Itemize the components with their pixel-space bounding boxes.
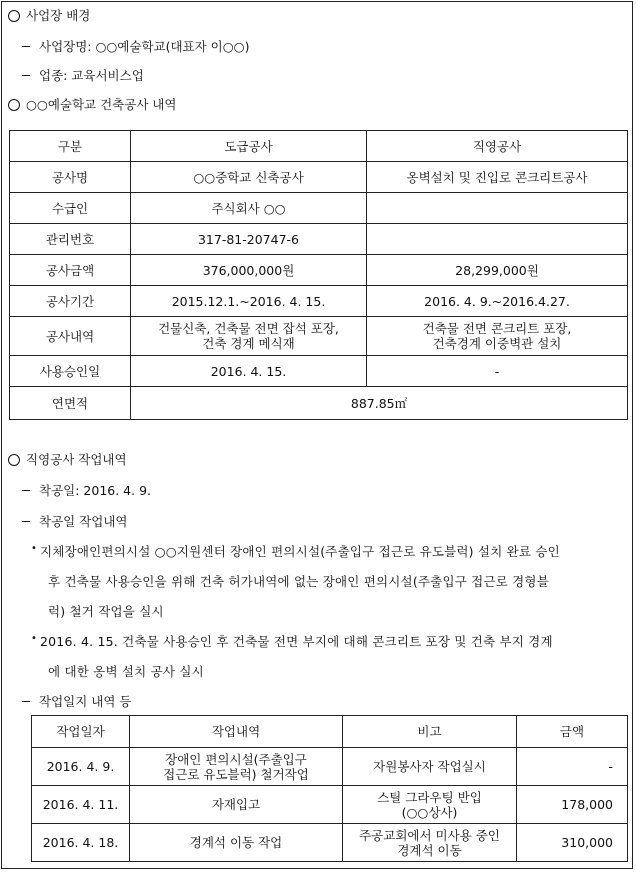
circle-bullet-icon	[8, 10, 20, 22]
row-label: 공사금액	[10, 255, 131, 286]
section-heading-direct-work: 직영공사 작업내역	[8, 450, 127, 468]
table-cell: 887.85㎡	[131, 387, 628, 420]
table-row	[32, 824, 628, 862]
date-cell: 2016. 4. 18.	[32, 824, 130, 862]
table-header-row	[10, 131, 628, 162]
table-cell: 주식회사 ○○	[131, 193, 367, 224]
work-cell: 자재입고	[130, 786, 343, 824]
table-row	[10, 193, 628, 224]
table-row	[10, 255, 628, 286]
row-label: 사용승인일	[10, 356, 131, 387]
table-row	[10, 162, 628, 193]
table-cell: 2015.12.1.~2016. 4. 15.	[131, 286, 367, 317]
date-cell: 2016. 4. 11.	[32, 786, 130, 824]
row-label: 공사내역	[10, 317, 131, 356]
table-row	[10, 224, 628, 255]
table-cell: 2016. 4. 15.	[131, 356, 367, 387]
dot-bullet-icon: •	[31, 543, 37, 554]
header-cell: 도급공사	[131, 131, 367, 162]
table-cell: 28,299,000원	[367, 255, 628, 286]
row-label: 연면적	[10, 387, 131, 420]
table-cell: 건축물 전면 콘크리트 포장, 건축경계 이중벽관 설치	[367, 317, 628, 356]
header-cell: 직영공사	[367, 131, 628, 162]
table-row	[10, 356, 628, 387]
dash-bullet-icon	[22, 701, 30, 702]
table-header-row	[32, 716, 628, 748]
header-cell: 작업일자	[32, 716, 130, 748]
table-cell	[367, 193, 628, 224]
table-cell: 2016. 4. 9.~2016.4.27.	[367, 286, 628, 317]
dash-bullet-icon	[22, 521, 30, 522]
row-label: 공사기간	[10, 286, 131, 317]
industry-line: 업종: 교육서비스업	[22, 66, 144, 84]
dash-bullet-icon	[22, 46, 30, 47]
note-cell: 스틸 그라우팅 반입 (○○상사)	[343, 786, 517, 824]
table-cell: 건물신축, 건축물 전면 잡석 포장, 건축 경계 메식재	[131, 317, 367, 356]
note-cell: 주공교회에서 미사용 중인 경계석 이동	[343, 824, 517, 862]
row-label: 관리번호	[10, 224, 131, 255]
table-row	[10, 317, 628, 356]
table-row	[10, 286, 628, 317]
work-cell: 장애인 편의시설(주출입구 접근로 유도블럭) 철거작업	[130, 748, 343, 786]
dot-bullet-icon: •	[31, 633, 37, 644]
table-cell	[367, 224, 628, 255]
header-cell: 구분	[10, 131, 131, 162]
work-log-heading-line: 작업일지 내역 등	[22, 692, 131, 710]
table-cell: 317-81-20747-6	[131, 224, 367, 255]
amount-cell: 310,000	[517, 824, 628, 862]
section-heading-background: 사업장 배경	[8, 6, 90, 24]
work-log-table	[31, 715, 628, 862]
dash-bullet-icon	[22, 75, 30, 76]
circle-bullet-icon	[8, 99, 20, 111]
note-cell: 자원봉사자 작업실시	[343, 748, 517, 786]
table-cell: 376,000,000원	[131, 255, 367, 286]
work-heading-line: 착공일 작업내역	[22, 512, 128, 530]
date-cell: 2016. 4. 9.	[32, 748, 130, 786]
row-label: 수급인	[10, 193, 131, 224]
row-label: 공사명	[10, 162, 131, 193]
table-row	[10, 387, 628, 420]
table-cell: 옹벽설치 및 진입로 콘크리트공사	[367, 162, 628, 193]
dash-bullet-icon	[22, 490, 30, 491]
construction-table	[9, 130, 628, 420]
table-row	[32, 786, 628, 824]
amount-cell: 178,000	[517, 786, 628, 824]
amount-cell: -	[517, 748, 628, 786]
work-cell: 경계석 이동 작업	[130, 824, 343, 862]
header-cell: 금액	[517, 716, 628, 748]
header-cell: 비고	[343, 716, 517, 748]
circle-bullet-icon	[8, 454, 20, 466]
header-cell: 작업내역	[130, 716, 343, 748]
business-name-line: 사업장명: ○○예술학교(대표자 이○○)	[22, 37, 249, 55]
start-date-line: 착공일: 2016. 4. 9.	[22, 481, 151, 499]
section-heading-construction: ○○예술학교 건축공사 내역	[8, 95, 177, 113]
table-row	[32, 748, 628, 786]
table-cell: ○○중학교 신축공사	[131, 162, 367, 193]
table-cell: -	[367, 356, 628, 387]
